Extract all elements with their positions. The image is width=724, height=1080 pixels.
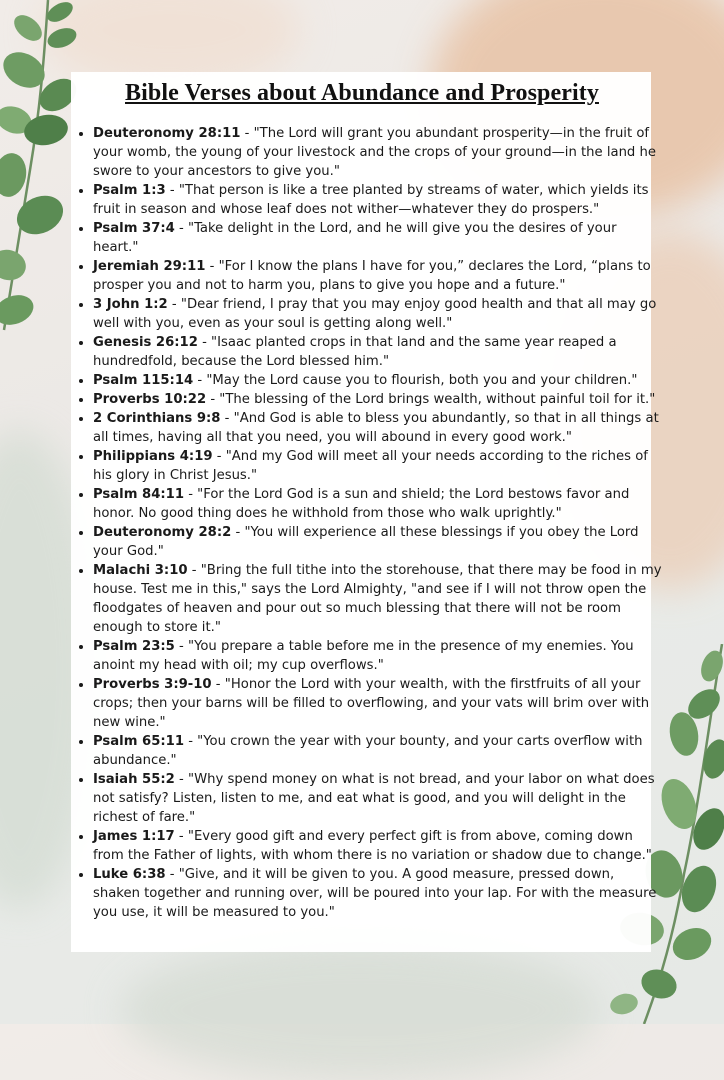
verse-reference: Genesis 26:12 xyxy=(93,335,198,350)
verse-reference: 2 Corinthians 9:8 xyxy=(93,411,221,426)
verse-item xyxy=(93,181,663,219)
verse-reference: 3 John 1:2 xyxy=(93,297,168,312)
verse-text: "Dear friend, I pray that you may enjoy good health and that all may go well with you, even as your soul is getting along well." xyxy=(93,297,657,331)
verse-item xyxy=(93,827,663,865)
verse-separator: - xyxy=(165,867,179,882)
verse-item xyxy=(93,485,663,523)
verse-reference: James 1:17 xyxy=(93,829,175,844)
verse-list xyxy=(76,124,663,922)
verse-separator: - xyxy=(187,563,201,578)
verse-item xyxy=(93,447,663,485)
verse-reference: Psalm 115:14 xyxy=(93,373,194,388)
sage-wash-bottom xyxy=(120,940,600,1080)
verse-reference: Psalm 1:3 xyxy=(93,183,166,198)
verse-separator: - xyxy=(197,335,212,350)
verse-text: "May the Lord cause you to flourish, both you and your children." xyxy=(206,373,638,388)
verse-separator: - xyxy=(174,772,189,787)
verse-separator: - xyxy=(205,259,219,274)
verse-text: "You prepare a table before me in the presence of my enemies. You anoint my head with oil; my cup overflows." xyxy=(93,639,634,673)
verse-text: "For the Lord God is a sun and shield; the Lord bestows favor and honor. No good thing does he withhold from those who walk uprightly." xyxy=(93,487,630,521)
verse-separator: - xyxy=(220,411,234,426)
verse-reference: Isaiah 55:2 xyxy=(93,772,175,787)
verse-reference: Deuteronomy 28:11 xyxy=(93,126,241,141)
verse-text: "You crown the year with your bounty, and your carts overflow with abundance." xyxy=(93,734,643,768)
verse-item xyxy=(93,333,663,371)
verse-reference: Philippians 4:19 xyxy=(93,449,213,464)
verse-separator: - xyxy=(240,126,254,141)
verse-separator: - xyxy=(167,297,181,312)
verse-separator: - xyxy=(184,734,198,749)
verse-item xyxy=(93,257,663,295)
verse-reference: Jeremiah 29:11 xyxy=(93,259,206,274)
verse-reference: Proverbs 10:22 xyxy=(93,392,207,407)
verse-text: "Isaac planted crops in that land and the same year reaped a hundredfold, because the Lord blessed him." xyxy=(93,335,617,369)
verse-text: "Give, and it will be given to you. A good measure, pressed down, shaken together and running over, will be poured into your lap. For with the measure you use, it will be measured to you." xyxy=(93,867,657,920)
verse-separator: - xyxy=(174,829,188,844)
verse-text: "Bring the full tithe into the storehouse, that there may be food in my house. Test me in this," says the Lord Almighty, "and see if I will not throw open the floodgates of heaven and pour out so much blessing that there will not be room enough to store it." xyxy=(93,563,662,635)
verse-text: "You will experience all these blessings if you obey the Lord your God." xyxy=(93,525,639,559)
verse-reference: Deuteronomy 28:2 xyxy=(93,525,232,540)
verse-reference: Psalm 23:5 xyxy=(93,639,175,654)
verse-separator: - xyxy=(165,183,179,198)
verse-item xyxy=(93,124,663,181)
verse-separator: - xyxy=(174,639,188,654)
verse-reference: Psalm 65:11 xyxy=(93,734,185,749)
verse-text: "For I know the plans I have for you,” declares the Lord, “plans to prosper you and not to harm you, plans to give you hope and a future." xyxy=(93,259,651,293)
verse-item xyxy=(93,409,663,447)
verse-separator: - xyxy=(206,392,220,407)
verse-item xyxy=(93,371,663,390)
verse-item xyxy=(93,865,663,922)
verse-text: "And my God will meet all your needs according to the riches of his glory in Christ Jesus." xyxy=(93,449,648,483)
verse-item xyxy=(93,675,663,732)
verse-item xyxy=(93,732,663,770)
verse-reference: Luke 6:38 xyxy=(93,867,166,882)
verse-text: "Take delight in the Lord, and he will give you the desires of your heart." xyxy=(93,221,617,255)
verse-reference: Proverbs 3:9-10 xyxy=(93,677,212,692)
verse-item xyxy=(93,295,663,333)
verse-item xyxy=(93,770,663,827)
verse-item xyxy=(93,219,663,257)
verse-item xyxy=(93,523,663,561)
verse-text: "The Lord will grant you abundant prosperity—in the fruit of your womb, the young of your livestock and the crops of your ground—in the land he swore to your ancestors to give you." xyxy=(93,126,656,179)
verse-item xyxy=(93,637,663,675)
verse-reference: Psalm 84:11 xyxy=(93,487,185,502)
verse-reference: Psalm 37:4 xyxy=(93,221,175,236)
verse-separator: - xyxy=(211,677,225,692)
verse-text: "The blessing of the Lord brings wealth, without painful toil for it." xyxy=(219,392,656,407)
verse-text: "Honor the Lord with your wealth, with the firstfruits of all your crops; then your barns will be filled to overflowing, and your vats will brim over with new wine." xyxy=(93,677,650,730)
verse-separator: - xyxy=(212,449,226,464)
verse-text: "Why spend money on what is not bread, and your labor on what does not satisfy? Listen, listen to me, and eat what is good, and you will delight in the richest of fare." xyxy=(93,772,655,825)
verse-item xyxy=(93,561,663,637)
verse-separator: - xyxy=(231,525,245,540)
verse-text: "That person is like a tree planted by streams of water, which yields its fruit in season and whose leaf does not wither—whatever they do prospers." xyxy=(93,183,649,217)
verse-separator: - xyxy=(174,221,188,236)
verse-item xyxy=(93,390,663,409)
verse-reference: Malachi 3:10 xyxy=(93,563,188,578)
verse-text: "And God is able to bless you abundantly, so that in all things at all times, having all that you need, you will abound in every good work." xyxy=(93,411,659,445)
verse-text: "Every good gift and every perfect gift is from above, coming down from the Father of lights, with whom there is no variation or shadow due to change." xyxy=(93,829,652,863)
verse-separator: - xyxy=(184,487,198,502)
verse-separator: - xyxy=(193,373,207,388)
page-title: Bible Verses about Abundance and Prosperity xyxy=(125,80,599,106)
